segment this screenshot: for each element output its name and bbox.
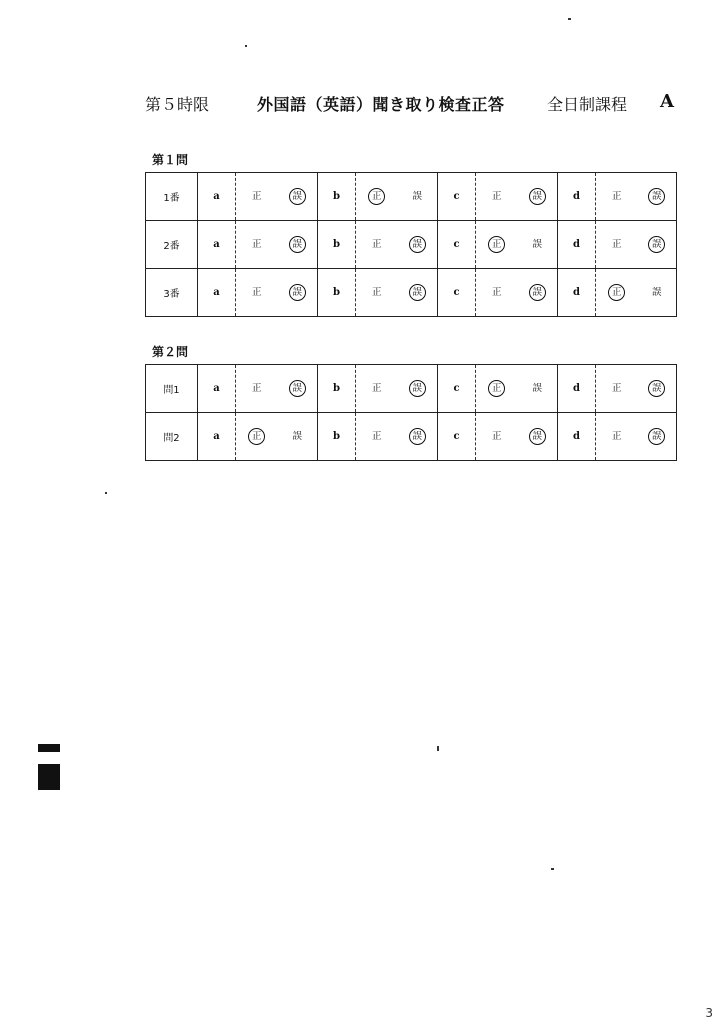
wrong-mark: 誤 <box>532 239 542 250</box>
option-cell <box>476 365 518 413</box>
option-cell <box>518 365 558 413</box>
option-cell <box>356 269 398 317</box>
item-letter: c <box>438 365 476 413</box>
correct-mark: 正 <box>611 191 622 202</box>
option-cell <box>398 413 438 461</box>
correct-mark: 正 <box>611 383 622 394</box>
option-cell <box>398 173 438 221</box>
option-cell <box>356 221 398 269</box>
binding-mark <box>38 764 60 790</box>
row-label: 問1 <box>146 365 198 413</box>
circled-wrong-mark: 誤 <box>409 428 426 445</box>
binding-mark <box>38 744 60 752</box>
answer-row <box>146 173 677 221</box>
item-letter: a <box>198 221 236 269</box>
circled-wrong-mark: 誤 <box>289 380 306 397</box>
option-cell <box>398 221 438 269</box>
correct-mark: 正 <box>371 239 382 250</box>
item-letter: c <box>438 413 476 461</box>
correct-mark: 正 <box>251 239 262 250</box>
option-cell <box>476 269 518 317</box>
wrong-mark: 誤 <box>412 191 422 202</box>
option-cell <box>398 365 438 413</box>
option-cell <box>638 365 677 413</box>
scan-speck <box>568 18 571 20</box>
circled-correct-mark: 正 <box>608 284 625 301</box>
circled-correct-mark: 正 <box>248 428 265 445</box>
document-title: 外国語（英語）聞き取り検査正答 <box>257 95 505 114</box>
option-cell <box>236 269 278 317</box>
item-letter: d <box>558 413 596 461</box>
circled-correct-mark: 正 <box>368 188 385 205</box>
option-cell <box>518 173 558 221</box>
circled-wrong-mark: 誤 <box>289 236 306 253</box>
circled-wrong-mark: 誤 <box>409 236 426 253</box>
item-letter: b <box>318 221 356 269</box>
circled-wrong-mark: 誤 <box>648 188 665 205</box>
correct-mark: 正 <box>251 383 262 394</box>
document-header <box>145 92 680 116</box>
item-letter: b <box>318 413 356 461</box>
option-cell <box>236 413 278 461</box>
option-cell <box>596 221 638 269</box>
answer-row <box>146 269 677 317</box>
option-cell <box>596 269 638 317</box>
item-letter: a <box>198 173 236 221</box>
section2-label: 第２問 <box>152 345 189 359</box>
option-cell <box>638 173 677 221</box>
wrong-mark: 誤 <box>292 431 302 442</box>
wrong-mark: 誤 <box>651 287 662 298</box>
grade-label: A <box>660 91 674 112</box>
correct-mark: 正 <box>371 383 382 394</box>
option-cell <box>278 173 318 221</box>
correct-mark: 正 <box>251 287 262 298</box>
correct-mark: 正 <box>371 287 382 298</box>
correct-mark: 正 <box>491 287 502 298</box>
correct-mark: 正 <box>491 431 502 442</box>
circled-correct-mark: 正 <box>488 380 505 397</box>
item-letter: c <box>438 221 476 269</box>
correct-mark: 正 <box>491 191 502 202</box>
option-cell <box>356 413 398 461</box>
answer-row <box>146 365 677 413</box>
circled-wrong-mark: 誤 <box>409 380 426 397</box>
page-number: 3 <box>705 1006 713 1020</box>
correct-mark: 正 <box>251 191 262 202</box>
scan-speck <box>245 45 247 47</box>
option-cell <box>236 173 278 221</box>
option-cell <box>518 221 558 269</box>
section1-label: 第１問 <box>152 153 189 167</box>
option-cell <box>518 413 558 461</box>
option-cell <box>638 413 677 461</box>
option-cell <box>476 221 518 269</box>
item-letter: b <box>318 365 356 413</box>
item-letter: b <box>318 173 356 221</box>
correct-mark: 正 <box>371 431 382 442</box>
scan-speck <box>105 492 107 494</box>
row-label: 2番 <box>146 221 198 269</box>
item-letter: c <box>438 173 476 221</box>
option-cell <box>596 365 638 413</box>
item-letter: d <box>558 269 596 317</box>
circled-wrong-mark: 誤 <box>529 428 546 445</box>
item-letter: a <box>198 365 236 413</box>
option-cell <box>278 413 318 461</box>
item-letter: d <box>558 365 596 413</box>
option-cell <box>356 365 398 413</box>
option-cell <box>356 173 398 221</box>
period-label: 第５時限 <box>145 95 210 114</box>
item-letter: a <box>198 413 236 461</box>
option-cell <box>518 269 558 317</box>
course-label: 全日制課程 <box>547 95 628 114</box>
item-letter: c <box>438 269 476 317</box>
circled-wrong-mark: 誤 <box>289 284 306 301</box>
item-letter: d <box>558 173 596 221</box>
option-cell <box>398 269 438 317</box>
item-letter: a <box>198 269 236 317</box>
answer-row <box>146 413 677 461</box>
circled-wrong-mark: 誤 <box>648 428 665 445</box>
option-cell <box>596 173 638 221</box>
row-label: 問2 <box>146 413 198 461</box>
option-cell <box>476 173 518 221</box>
item-letter: b <box>318 269 356 317</box>
circled-wrong-mark: 誤 <box>529 284 546 301</box>
wrong-mark: 誤 <box>532 383 542 394</box>
circled-wrong-mark: 誤 <box>289 188 306 205</box>
circled-wrong-mark: 誤 <box>529 188 546 205</box>
answer-row <box>146 221 677 269</box>
option-cell <box>278 365 318 413</box>
option-cell <box>278 269 318 317</box>
item-letter: d <box>558 221 596 269</box>
scan-speck <box>437 746 439 751</box>
section2-answer-table <box>145 364 677 461</box>
option-cell <box>476 413 518 461</box>
row-label: 3番 <box>146 269 198 317</box>
option-cell <box>236 365 278 413</box>
correct-mark: 正 <box>611 239 622 250</box>
circled-wrong-mark: 誤 <box>409 284 426 301</box>
option-cell <box>278 221 318 269</box>
option-cell <box>236 221 278 269</box>
correct-mark: 正 <box>611 431 622 442</box>
section1-answer-table <box>145 172 677 317</box>
option-cell <box>638 221 677 269</box>
circled-wrong-mark: 誤 <box>648 380 665 397</box>
circled-wrong-mark: 誤 <box>648 236 665 253</box>
row-label: 1番 <box>146 173 198 221</box>
option-cell <box>638 269 677 317</box>
option-cell <box>596 413 638 461</box>
circled-correct-mark: 正 <box>488 236 505 253</box>
scan-speck <box>551 868 554 870</box>
